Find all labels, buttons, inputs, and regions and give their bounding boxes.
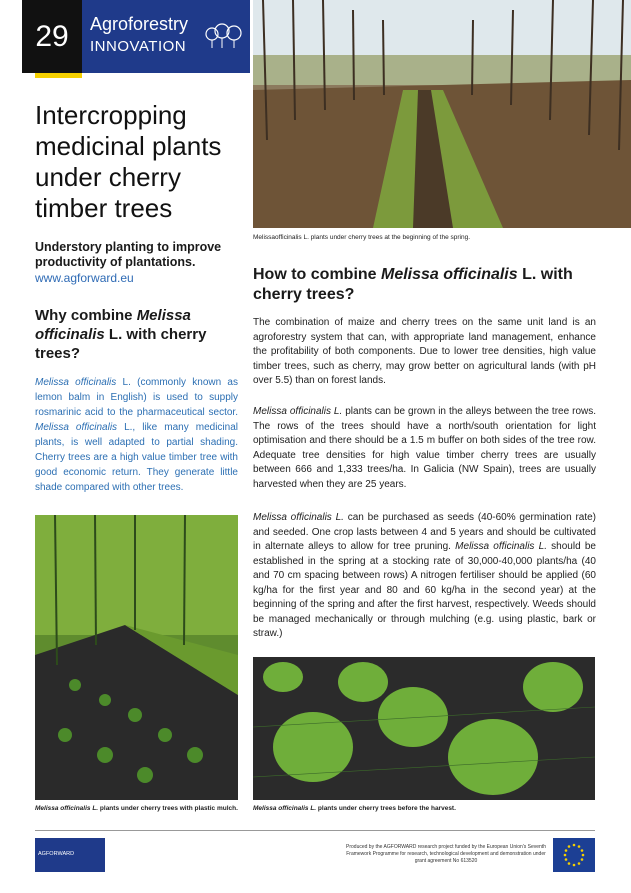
paragraph-2: Melissa officinalis L. plants can be grown in the alleys between the tree rows. The rows of the trees should have a north/south orientation for light optimisation and there should be a 1.5 m buffer on both sides of the tree row. Adequate tree densities for high value timber cherry trees are usually between 666 and 1,333 trees/ha. In Galicia (NW Spain), trees are usually harvested when they are 25 years. bbox=[253, 406, 597, 490]
caption-bottom: Melissa officinalis L. plants under cherry trees before the harvest. bbox=[253, 805, 456, 812]
caption-left: Melissa officinalis L. plants under cherry trees with plastic mulch. bbox=[35, 805, 238, 812]
caption-top: Melissaofficinalis L. plants under cherry trees at the beginning of the spring. bbox=[253, 234, 471, 241]
paragraph-1: The combination of maize and cherry trees on the same unit land is an agroforestry system that can, with appropriate land management, enhance the profitability of both components. Due to lower tree densities, high value timber trees, such as cherry, may grow better on agricultural lands (with pH over 5.5) than on forest lands. bbox=[253, 317, 596, 386]
footer-divider bbox=[35, 830, 595, 831]
eu-flag-icon bbox=[553, 838, 595, 872]
why-heading: Why combine Melissa officinalis L. with cherry trees? bbox=[35, 307, 207, 362]
why-paragraph: Melissa officinalis L. (commonly known as lemon balm in English) is used to supply rosmarinic acid to the pharmaceutical sector. Melissa officinalis L., like many medicinal plants, is well adapted to partial shading. Cherry trees are a high value timber tree with good economic return. They generate little shade compared with other trees. bbox=[35, 377, 238, 493]
funding-statement: Produced by the AGFORWARD research project funded by the European Union's Seventh Framework Programme for research, technological development and demonstration under grant agreement No 613520 bbox=[346, 844, 546, 864]
page-title: Intercropping medicinal plants under cherry timber trees bbox=[35, 100, 222, 223]
website-link[interactable]: www.agforward.eu bbox=[35, 271, 134, 285]
accent-bar bbox=[35, 73, 82, 78]
series-title-line2: INNOVATION bbox=[90, 38, 187, 55]
photo-before-harvest bbox=[253, 657, 595, 800]
issue-number: 29 bbox=[22, 0, 82, 73]
tree-logo-icon bbox=[204, 22, 244, 48]
photo-spring-orchard bbox=[253, 0, 631, 228]
agforward-logo-text: AGFORWARD bbox=[38, 851, 75, 857]
how-heading: How to combine Melissa officinalis L. with cherry trees? bbox=[253, 266, 573, 303]
series-title-line1: Agroforestry bbox=[90, 14, 189, 34]
photo-plastic-mulch bbox=[35, 515, 238, 800]
paragraph-3: Melissa officinalis L. can be purchased as seeds (40-60% germination rate) and seeded. One crop lasts between 4 and 5 years and should be cultivated in alternate alleys to allow for tree pruning. Melissa officinalis L. should be established in the spring at a stocking rate of 30,000-40,000 plants/ha (40 and 70 cm spacing between rows) A nitrogen fertiliser should be applied (60 kg/ha for the first year and 80 and 60 kg/ha in the second year) at the beginning of the spring and after the first harvest, respectively. Weeds should be managed mechanically or through mulching (e.g. using plastic, bark or straw.) bbox=[253, 512, 597, 639]
page-subtitle: Understory planting to improve productivity of plantations. bbox=[35, 240, 222, 269]
